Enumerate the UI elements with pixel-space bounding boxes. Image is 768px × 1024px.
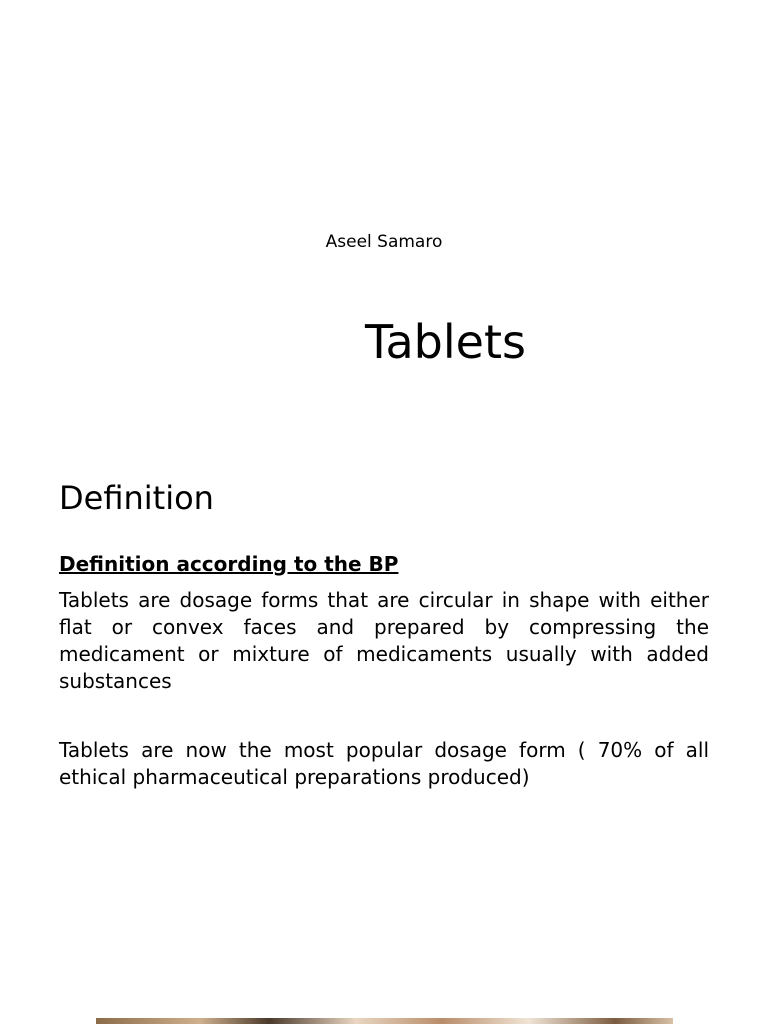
popularity-paragraph: Tablets are now the most popular dosage form ( 70% of all ethical pharmaceutical preparations produced) [59, 738, 709, 789]
author-name: Aseel Samaro [325, 232, 443, 252]
document-title: Tablets [365, 315, 526, 369]
section-heading: Definition [59, 479, 214, 517]
definition-paragraph: Tablets are dosage forms that are circular in shape with either flat or convex faces and prepared by compressing the medicament or mixture of medicaments usually with added substances [59, 588, 709, 693]
definition-subheading: Definition according to the BP [59, 552, 399, 576]
tablets-image-edge [96, 1018, 673, 1024]
